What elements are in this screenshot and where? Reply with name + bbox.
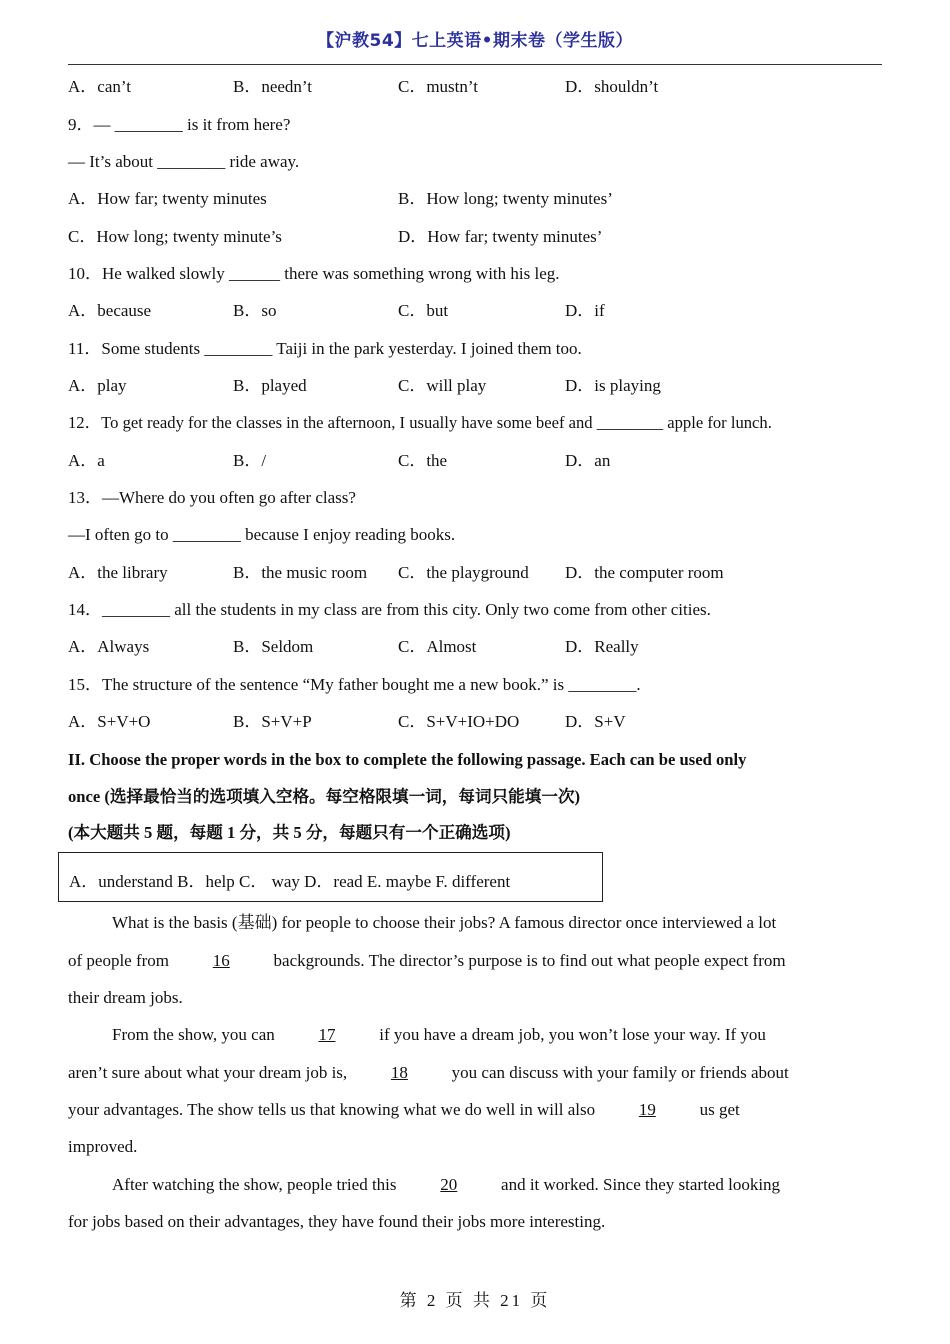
q14-option-a: A．Always bbox=[68, 637, 150, 656]
blank-19: 19 bbox=[638, 1100, 656, 1119]
passage-p1-line3: their dream jobs. bbox=[68, 988, 183, 1007]
q12-option-d: D．an bbox=[565, 451, 611, 470]
header-divider bbox=[68, 64, 882, 65]
q15-option-b: B．S+V+P bbox=[233, 712, 312, 731]
passage-text: of people from bbox=[68, 951, 174, 970]
q12-option-c: C．the bbox=[398, 451, 448, 470]
passage-text: you can discuss with your family or friends about bbox=[451, 1063, 789, 1082]
blank-17: 17 bbox=[318, 1025, 336, 1044]
q15-option-a: A．S+V+O bbox=[68, 712, 151, 731]
q13-line2: —I often go to ________ because I enjoy reading books. bbox=[68, 525, 456, 544]
passage-p2-line4: improved. bbox=[68, 1137, 138, 1156]
q15-option-c: C．S+V+IO+DO bbox=[398, 712, 520, 731]
q9-stem: 9．— ________ is it from here? bbox=[68, 115, 291, 134]
passage-text: and it worked. Since they started looking bbox=[501, 1175, 781, 1194]
q12-stem: 12．To get ready for the classes in the afternoon, I usually have some beef and ________ apple for lunch. bbox=[68, 413, 772, 432]
passage-p3-line1 bbox=[112, 1174, 926, 1196]
passage-p2-line3 bbox=[68, 1099, 882, 1121]
q10-option-d: D．if bbox=[565, 301, 605, 320]
passage-text: if you have a dream job, you won’t lose your way. If you bbox=[379, 1025, 766, 1044]
q11-option-c: C．will play bbox=[398, 376, 487, 395]
q13-option-b: B．the music room bbox=[233, 563, 368, 582]
q10-option-a: A．because bbox=[68, 301, 152, 320]
passage-p3-line2: for jobs based on their advantages, they have found their jobs more interesting. bbox=[68, 1212, 606, 1231]
passage-text: From the show, you can bbox=[112, 1025, 279, 1044]
blank-16: 16 bbox=[212, 951, 230, 970]
q13-stem: 13．—Where do you often go after class? bbox=[68, 488, 356, 507]
q9-line2: — It’s about ________ ride away. bbox=[68, 152, 300, 171]
q13-option-a: A．the library bbox=[68, 563, 168, 582]
q11-option-d: D．is playing bbox=[565, 376, 661, 395]
q12-option-b: B．/ bbox=[233, 451, 267, 470]
q14-option-c: C．Almost bbox=[398, 637, 477, 656]
page-number: 第 2 页 共 21 页 bbox=[399, 1291, 551, 1310]
q10-stem: 10．He walked slowly ______ there was something wrong with his leg. bbox=[68, 264, 560, 283]
q15-stem: 15．The structure of the sentence “My father bought me a new book.” is ________. bbox=[68, 675, 641, 694]
section2-score-info: (本大题共 5 题，每题 1 分，共 5 分，每题只有一个正确选项) bbox=[68, 823, 511, 842]
section2-instruction-line1: II. Choose the proper words in the box to complete the following passage. Each can be used only bbox=[68, 750, 747, 769]
q9-option-d: D．How far; twenty minutes’ bbox=[398, 227, 603, 246]
word-box-options: A．understand B．help C． way D．read E. maybe F. different bbox=[69, 872, 511, 891]
q9-option-c: C．How long; twenty minute’s bbox=[68, 227, 282, 246]
q9-option-a: A．How far; twenty minutes bbox=[68, 189, 267, 208]
q14-option-d: D．Really bbox=[565, 637, 639, 656]
q12-option-a: A．a bbox=[68, 451, 105, 470]
q14-option-b: B．Seldom bbox=[233, 637, 314, 656]
q13-option-c: C．the playground bbox=[398, 563, 529, 582]
q8-option-d: D．shouldn’t bbox=[565, 77, 659, 96]
passage-text: After watching the show, people tried this bbox=[112, 1175, 401, 1194]
q11-stem: 11．Some students ________ Taiji in the park yesterday. I joined them too. bbox=[68, 339, 582, 358]
q8-option-c: C．mustn’t bbox=[398, 77, 478, 96]
blank-18: 18 bbox=[390, 1063, 408, 1082]
passage-text: backgrounds. The director’s purpose is to find out what people expect from bbox=[273, 951, 786, 970]
q8-option-a: A．can’t bbox=[68, 77, 131, 96]
passage-p1-line1: What is the basis (基础) for people to choose their jobs? A famous director once interviewed a lot bbox=[112, 913, 777, 932]
word-box bbox=[58, 852, 603, 902]
q11-option-a: A．play bbox=[68, 376, 127, 395]
blank-20: 20 bbox=[440, 1175, 458, 1194]
q11-option-b: B．played bbox=[233, 376, 307, 395]
q10-option-b: B．so bbox=[233, 301, 277, 320]
passage-p1-line2 bbox=[68, 950, 882, 972]
q13-option-d: D．the computer room bbox=[565, 563, 724, 582]
q8-option-b: B．needn’t bbox=[233, 77, 313, 96]
q14-stem: 14．________ all the students in my class are from this city. Only two come from other cities. bbox=[68, 600, 711, 619]
q15-option-d: D．S+V bbox=[565, 712, 626, 731]
passage-p2-line1 bbox=[112, 1024, 926, 1046]
passage-p2-line2 bbox=[68, 1062, 882, 1084]
passage-text: aren’t sure about what your dream job is, bbox=[68, 1063, 352, 1082]
passage-text: us get bbox=[699, 1100, 740, 1119]
section2-instruction-line2: once (选择最恰当的选项填入空格。每空格限填一词，每词只能填一次) bbox=[68, 787, 581, 806]
passage-text: your advantages. The show tells us that knowing what we do well in will also bbox=[68, 1100, 600, 1119]
q10-option-c: C．but bbox=[398, 301, 449, 320]
page-header-title: 【沪教54】七上英语•期末卷（学生版） bbox=[316, 31, 634, 51]
q9-option-b: B．How long; twenty minutes’ bbox=[398, 189, 613, 208]
